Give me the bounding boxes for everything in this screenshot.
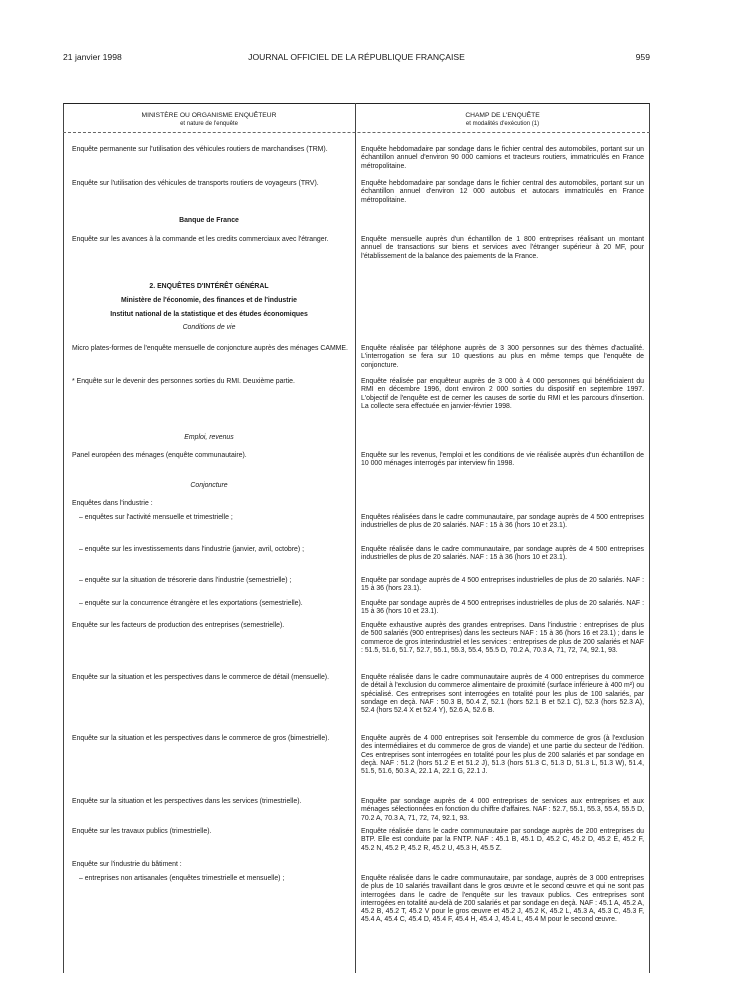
row-camme-label: Micro plates-formes de l'enquête mensuelle de conjoncture auprès des ménages CAMME. bbox=[72, 345, 348, 352]
row-batiment-detail: Enquête réalisée dans le cadre communautaire, par sondage, auprès de 3 000 entreprises de plus de 10 salariés travaillant dans le gros œuvre et le second œuvre et qui ne sont pas interrogées dans le cadre de l'enquête sur les travaux publics. Ces entreprises sont interrogées en totalité au-delà de 200 salariés et par sondage en deçà. NAF : 45.1 A, 45.2 A, 45.2 B, 45.2 T, 45.2 V pour le gros œuvre et 45.2 J, 45.2 K, 45.2 L, 45.3 A, 45.3 C, 45.3 F, 45.4 A, 45.4 C, 45.4 D, 45.4 F, 45.4 H, 45.4 J, 45.4 L, 45.4 M pour le second œuvre. bbox=[361, 875, 644, 924]
row-batiment-label: – entreprises non artisanales (enquêtes trimestrielle et mensuelle) ; bbox=[79, 875, 285, 882]
row-concurrence-label: – enquête sur la concurrence étrangère et les exportations (semestrielle). bbox=[79, 600, 303, 607]
row-activite-label: – enquêtes sur l'activité mensuelle et trimestrielle ; bbox=[79, 514, 233, 521]
right-column-header bbox=[356, 112, 649, 128]
row-rmi-detail: Enquête réalisée par enquêteur auprès de 3 000 à 4 000 personnes qui bénéficiaient du RMI en décembre 1996, dont environ 2 000 sorties du dispositif en septembre 1997. L'objectif de l'enquête est de cerner les causes de sortie du RMI et les parcours d'insertion. La collecte sera effectuée en janvier-février 1998. bbox=[361, 378, 644, 410]
section-banque-de-france: Banque de France bbox=[179, 217, 239, 224]
row-trv-label: Enquête sur l'utilisation des véhicules de transports routiers de voyageurs (TRV). bbox=[72, 180, 319, 187]
row-tresorerie-detail: Enquête par sondage auprès de 4 500 entreprises industrielles de plus de 20 salariés. NAF : 15 à 36 (hors 23.1). bbox=[361, 577, 644, 593]
section-conditions-de-vie: Conditions de vie bbox=[182, 324, 236, 331]
right-column-title: CHAMP DE L'ENQUÊTE bbox=[465, 112, 540, 119]
row-services-detail: Enquête par sondage auprès de 4 000 entreprises de services aux entreprises et aux ménages sélectionnées en fonction du chiffre d'affaires. NAF : 52.7, 55.1, 55.3, 55.4, 55.5 D, 70.2 A, 70.3 A, 71, 72, 74, 92.1, 93. bbox=[361, 798, 644, 822]
section-conjoncture: Conjoncture bbox=[190, 482, 228, 489]
header-rule bbox=[63, 132, 650, 133]
row-rmi-label: * Enquête sur le devenir des personnes sorties du RMI. Deuxième partie. bbox=[72, 378, 295, 385]
header-date: 21 janvier 1998 bbox=[63, 52, 122, 62]
row-avances-detail: Enquête mensuelle auprès d'un échantillon de 1 800 entreprises réalisant un montant annuel de transactions sur biens et services avec l'étranger supérieur à 20 MF, pour l'établissement de la balance des paiements de la France. bbox=[361, 236, 644, 260]
row-commerce-gros-detail: Enquête auprès de 4 000 entreprises soit l'ensemble du commerce de gros (à l'exclusion des intermédiaires et du commerce de gros de viande) et une partie du secteur de l'édition. Ces entreprises sont interrogées en totalité pour les plus de 200 salariés et par sondage en deçà. NAF : 51.2 (hors 51.2 E et 51.2 J), 51.3 (hors 51.3 C, 51.3 D, 51.3 L, 51.3 W), 51.4, 51.5, 51.6, 50.3 A, 22.1 A, 22.1 G, 22.1 J. bbox=[361, 735, 644, 776]
row-camme-detail: Enquête réalisée par téléphone auprès de 3 300 personnes sur des thèmes d'actualité. L'interrogation se fera sur 10 questions au plus en même temps que l'enquête de conjoncture. bbox=[361, 345, 644, 369]
row-commerce-detail-detail: Enquête réalisée dans le cadre communautaire auprès de 4 000 entreprises du commerce de détail à l'exclusion du commerce alimentaire de proximité (surface inférieure à 400 m²) ou spécialisé. Ces entreprises sont interrogées en totalité pour les plus de 100 salariés, par sondage en deçà. NAF : 50.3 B, 50.4 Z, 52.1 (hors 52.1 B et 52.1 C), 52.3 (hors 52.3 A), 52.4 (hors 52.4 X et 52.4 Y), 52.6 A, 52.6 B. bbox=[361, 674, 644, 715]
row-batiment-intro: Enquête sur l'industrie du bâtiment : bbox=[72, 861, 182, 868]
row-commerce-gros-label: Enquête sur la situation et les perspectives dans le commerce de gros (bimestrielle). bbox=[72, 735, 330, 742]
row-investissements-label: – enquête sur les investissements dans l'industrie (janvier, avril, octobre) ; bbox=[79, 546, 304, 553]
row-trm-detail: Enquête hebdomadaire par sondage dans le fichier central des automobiles, portant sur un échantillon annuel d'environ 90 000 camions et tracteurs routiers, immatriculés en France métropolitaine. bbox=[361, 146, 644, 170]
row-commerce-detail-label: Enquête sur la situation et les perspectives dans le commerce de détail (mensuelle). bbox=[72, 674, 329, 681]
section-interet-general: 2. ENQUÊTES D'INTÉRÊT GÉNÉRAL bbox=[149, 283, 269, 290]
row-travaux-publics-label: Enquête sur les travaux publics (trimestrielle). bbox=[72, 828, 212, 835]
section-ministere: Ministère de l'économie, des finances et de l'industrie bbox=[121, 297, 297, 304]
right-column-subtitle: et modalités d'exécution (1) bbox=[465, 121, 540, 127]
row-services-label: Enquête sur la situation et les perspectives dans les services (trimestrielle). bbox=[72, 798, 302, 805]
row-industrie-intro: Enquêtes dans l'industrie : bbox=[72, 500, 153, 507]
row-facteurs-detail: Enquête exhaustive auprès des grandes entreprises. Dans l'industrie : entreprises de plus de 500 salariés (900 entreprises) dans les secteurs NAF : 15 à 36 (hors 16 et 23.1) ; dans le commerce de gros interindustriel et les services : entreprises de plus de 200 salariés et NAF : 51.5, 51.6, 51.7, 52.7, 55.1, 55.3, 55.4, 55.5 D, 70.2 A, 70.3 A, 71, 72, 74, 92.1, 93. bbox=[361, 622, 644, 654]
column-divider bbox=[355, 103, 356, 973]
row-panel-detail: Enquête sur les revenus, l'emploi et les conditions de vie réalisée auprès d'un échantillon de 10 000 ménages interrogés par interview fin 1998. bbox=[361, 452, 644, 468]
row-tresorerie-label: – enquête sur la situation de trésorerie dans l'industrie (semestrielle) ; bbox=[79, 577, 292, 584]
page-header bbox=[63, 52, 650, 66]
row-avances-label: Enquête sur les avances à la commande et les credits commerciaux avec l'étranger. bbox=[72, 236, 329, 243]
row-investissements-detail: Enquête réalisée dans le cadre communautaire, par sondage auprès de 4 500 entreprises industrielles de plus de 20 salariés. NAF : 15 à 36 (hors 10 et 23.1). bbox=[361, 546, 644, 562]
row-activite-detail: Enquêtes réalisées dans le cadre communautaire, par sondage auprès de 4 500 entreprises industrielles de plus de 20 salariés. NAF : 15 à 36 (hors 10 et 23.1). bbox=[361, 514, 644, 530]
row-trm-label: Enquête permanente sur l'utilisation des véhicules routiers de marchandises (TRM). bbox=[72, 146, 328, 153]
row-concurrence-detail: Enquête par sondage auprès de 4 500 entreprises industrielles de plus de 20 salariés. NAF : 15 à 36 (hors 10 et 23.1). bbox=[361, 600, 644, 616]
section-emploi-revenus: Emploi, revenus bbox=[184, 434, 234, 441]
header-journal-title: JOURNAL OFFICIEL DE LA RÉPUBLIQUE FRANÇAISE bbox=[248, 52, 465, 62]
header-page-number: 959 bbox=[635, 52, 650, 62]
section-insee: Institut national de la statistique et des études économiques bbox=[110, 311, 308, 318]
row-trv-detail: Enquête hebdomadaire par sondage dans le fichier central des automobiles, portant sur un échantillon annuel d'environ 12 000 autobus et autocars immatriculés en France métropolitaine. bbox=[361, 180, 644, 204]
left-column-subtitle: et nature de l'enquête bbox=[180, 121, 238, 127]
row-facteurs-label: Enquête sur les facteurs de production des entreprises (semestrielle). bbox=[72, 622, 285, 629]
left-column-header bbox=[64, 112, 354, 128]
row-panel-label: Panel européen des ménages (enquête communautaire). bbox=[72, 452, 247, 459]
left-column-title: MINISTÈRE OU ORGANISME ENQUÊTEUR bbox=[141, 112, 277, 119]
row-travaux-publics-detail: Enquête réalisée dans le cadre communautaire par sondage auprès de 200 entreprises du BTP. Elle est conduite par la FNTP. NAF : 45.1 B, 45.1 D, 45.2 C, 45.2 D, 45.2 E, 45.2 F, 45.2 N, 45.2 P, 45.2 R, 45.2 U, 45.3 H, 45.5 Z. bbox=[361, 828, 644, 852]
